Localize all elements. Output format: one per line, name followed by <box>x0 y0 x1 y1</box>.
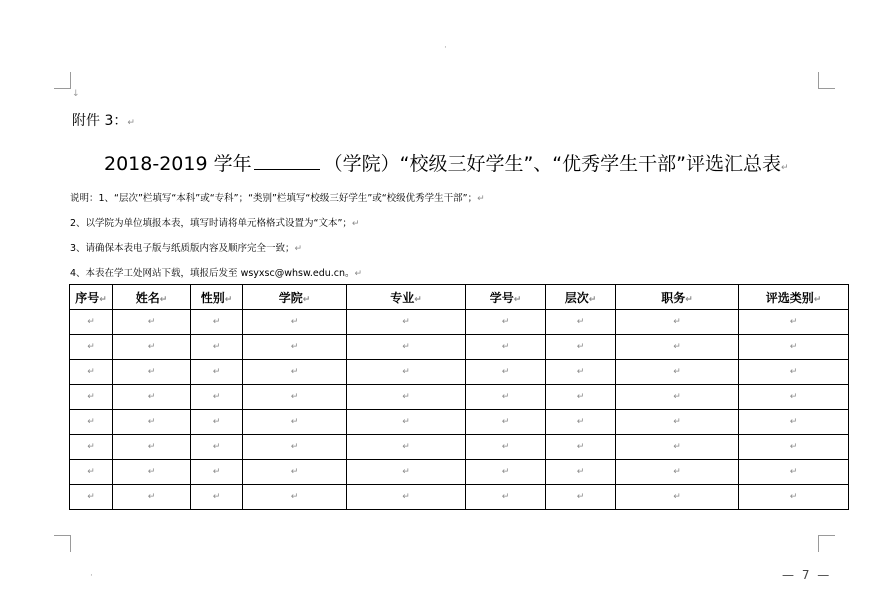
note-line-3 <box>70 240 302 254</box>
table-cell[interactable]: ↵ <box>243 310 347 335</box>
table-cell[interactable]: ↵ <box>347 435 466 460</box>
table-cell[interactable]: ↵ <box>616 385 739 410</box>
table-cell[interactable]: ↵ <box>739 460 849 485</box>
table-cell[interactable]: ↵ <box>739 335 849 360</box>
note-text: 3、请确保本表电子版与纸质版内容及顺序完全一致； <box>70 243 295 254</box>
table-cell[interactable]: ↵ <box>466 385 546 410</box>
table-cell[interactable]: ↵ <box>616 360 739 385</box>
header-major: 专业↵ <box>347 285 466 310</box>
table-cell[interactable]: ↵ <box>191 310 243 335</box>
table-cell[interactable]: ↵ <box>616 435 739 460</box>
header-position: 职务↵ <box>616 285 739 310</box>
table-cell[interactable]: ↵ <box>70 360 113 385</box>
table-cell[interactable]: ↵ <box>347 460 466 485</box>
crop-mark-bottom-right <box>818 535 835 552</box>
table-cell[interactable]: ↵ <box>113 435 191 460</box>
table-cell[interactable]: ↵ <box>347 360 466 385</box>
table-cell[interactable]: ↵ <box>739 485 849 510</box>
table-cell[interactable]: ↵ <box>466 435 546 460</box>
header-index: 序号↵ <box>70 285 113 310</box>
table-cell[interactable]: ↵ <box>546 460 616 485</box>
table-row <box>70 310 849 335</box>
table-cell[interactable]: ↵ <box>113 410 191 435</box>
note-text: 说明：1、“层次”栏填写“本科”或“专科”；“类别”栏填写“校级三好学生”或“校级优秀学生干部”； <box>70 193 478 204</box>
table-cell[interactable]: ↵ <box>546 310 616 335</box>
table-row <box>70 335 849 360</box>
table-cell[interactable]: ↵ <box>243 410 347 435</box>
paragraph-mark: ↵ <box>351 219 360 229</box>
header-name: 姓名↵ <box>113 285 191 310</box>
table-cell[interactable]: ↵ <box>191 460 243 485</box>
title-prefix: 2018-2019 学年 <box>104 153 252 175</box>
table-row <box>70 410 849 435</box>
header-level: 层次↵ <box>546 285 616 310</box>
header-student-id: 学号↵ <box>466 285 546 310</box>
table-cell[interactable]: ↵ <box>347 310 466 335</box>
anchor-icon: ↓ <box>72 89 80 99</box>
annex-label <box>72 110 135 130</box>
table-cell[interactable]: ↵ <box>347 410 466 435</box>
table-cell[interactable]: ↵ <box>347 485 466 510</box>
table-row <box>70 435 849 460</box>
document-title <box>104 149 789 176</box>
title-blank-line <box>254 151 320 170</box>
table-cell[interactable]: ↵ <box>739 385 849 410</box>
table-header-row <box>70 285 849 310</box>
note-line-2 <box>70 215 359 229</box>
table-cell[interactable]: ↵ <box>616 335 739 360</box>
table-cell[interactable]: ↵ <box>243 335 347 360</box>
paragraph-mark-bottom: · <box>90 571 93 581</box>
table-cell[interactable]: ↵ <box>70 310 113 335</box>
table-row <box>70 460 849 485</box>
note-text: 4、本表在学工处网站下载，填报后发至 wsyxsc@whsw.edu.cn。 <box>70 268 355 279</box>
annex-text: 附件 3： <box>72 113 128 129</box>
table-cell[interactable]: ↵ <box>191 385 243 410</box>
table-cell[interactable]: ↵ <box>616 310 739 335</box>
table-cell[interactable]: ↵ <box>243 385 347 410</box>
table-cell[interactable]: ↵ <box>243 460 347 485</box>
table-cell[interactable]: ↵ <box>191 335 243 360</box>
table-cell[interactable]: ↵ <box>70 410 113 435</box>
table-cell[interactable]: ↵ <box>70 485 113 510</box>
table-cell[interactable]: ↵ <box>546 485 616 510</box>
table-cell[interactable]: ↵ <box>113 360 191 385</box>
paragraph-mark: ↵ <box>294 244 303 254</box>
page-number: — 7 — <box>782 568 832 582</box>
table-cell[interactable]: ↵ <box>466 310 546 335</box>
table-cell[interactable]: ↵ <box>113 485 191 510</box>
table-cell[interactable]: ↵ <box>546 410 616 435</box>
table-cell[interactable]: ↵ <box>466 485 546 510</box>
table-cell[interactable]: ↵ <box>243 485 347 510</box>
table-cell[interactable]: ↵ <box>739 410 849 435</box>
table-cell[interactable]: ↵ <box>466 360 546 385</box>
table-cell[interactable]: ↵ <box>739 360 849 385</box>
table-cell[interactable]: ↵ <box>347 335 466 360</box>
table-cell[interactable]: ↵ <box>113 310 191 335</box>
table-cell[interactable]: ↵ <box>616 485 739 510</box>
table-cell[interactable]: ↵ <box>70 385 113 410</box>
table-cell[interactable]: ↵ <box>191 435 243 460</box>
table-cell[interactable]: ↵ <box>466 410 546 435</box>
table-cell[interactable]: ↵ <box>466 335 546 360</box>
table-cell[interactable]: ↵ <box>546 435 616 460</box>
note-line-1 <box>70 190 485 204</box>
table-cell[interactable]: ↵ <box>113 335 191 360</box>
title-suffix: （学院）“校级三好学生”、“优秀学生干部”评选汇总表 <box>323 153 781 175</box>
header-gender: 性别↵ <box>191 285 243 310</box>
header-category: 评选类别↵ <box>739 285 849 310</box>
table-cell[interactable]: ↵ <box>70 335 113 360</box>
note-text: 2、以学院为单位填报本表，填写时请将单元格格式设置为“文本”； <box>70 218 352 229</box>
paragraph-mark: ↵ <box>780 163 789 173</box>
table-cell[interactable]: ↵ <box>546 360 616 385</box>
table-cell[interactable]: ↵ <box>191 485 243 510</box>
table-cell[interactable]: ↵ <box>243 360 347 385</box>
crop-mark-top-right <box>818 72 835 89</box>
table-cell[interactable]: ↵ <box>466 460 546 485</box>
paragraph-mark: ↵ <box>127 118 135 128</box>
table-cell[interactable]: ↵ <box>113 460 191 485</box>
header-college: 学院↵ <box>243 285 347 310</box>
paragraph-mark: ↵ <box>354 269 363 279</box>
table-cell[interactable]: ↵ <box>739 435 849 460</box>
paragraph-mark-top: · <box>444 43 447 53</box>
paragraph-mark: ↵ <box>477 194 485 204</box>
table-cell[interactable]: ↵ <box>70 435 113 460</box>
table-row <box>70 485 849 510</box>
note-line-4 <box>70 265 362 279</box>
table-cell[interactable]: ↵ <box>616 460 739 485</box>
table-cell[interactable]: ↵ <box>546 335 616 360</box>
table-cell[interactable]: ↵ <box>546 385 616 410</box>
summary-table <box>69 284 849 510</box>
table-cell[interactable]: ↵ <box>70 460 113 485</box>
table-cell[interactable]: ↵ <box>243 435 347 460</box>
table-cell[interactable]: ↵ <box>616 410 739 435</box>
crop-mark-bottom-left <box>54 535 71 552</box>
table-cell[interactable]: ↵ <box>739 310 849 335</box>
table-row <box>70 360 849 385</box>
table-cell[interactable]: ↵ <box>191 410 243 435</box>
table-cell[interactable]: ↵ <box>347 385 466 410</box>
table-row <box>70 385 849 410</box>
crop-mark-top-left <box>54 72 71 89</box>
table-cell[interactable]: ↵ <box>191 360 243 385</box>
table-cell[interactable]: ↵ <box>113 385 191 410</box>
